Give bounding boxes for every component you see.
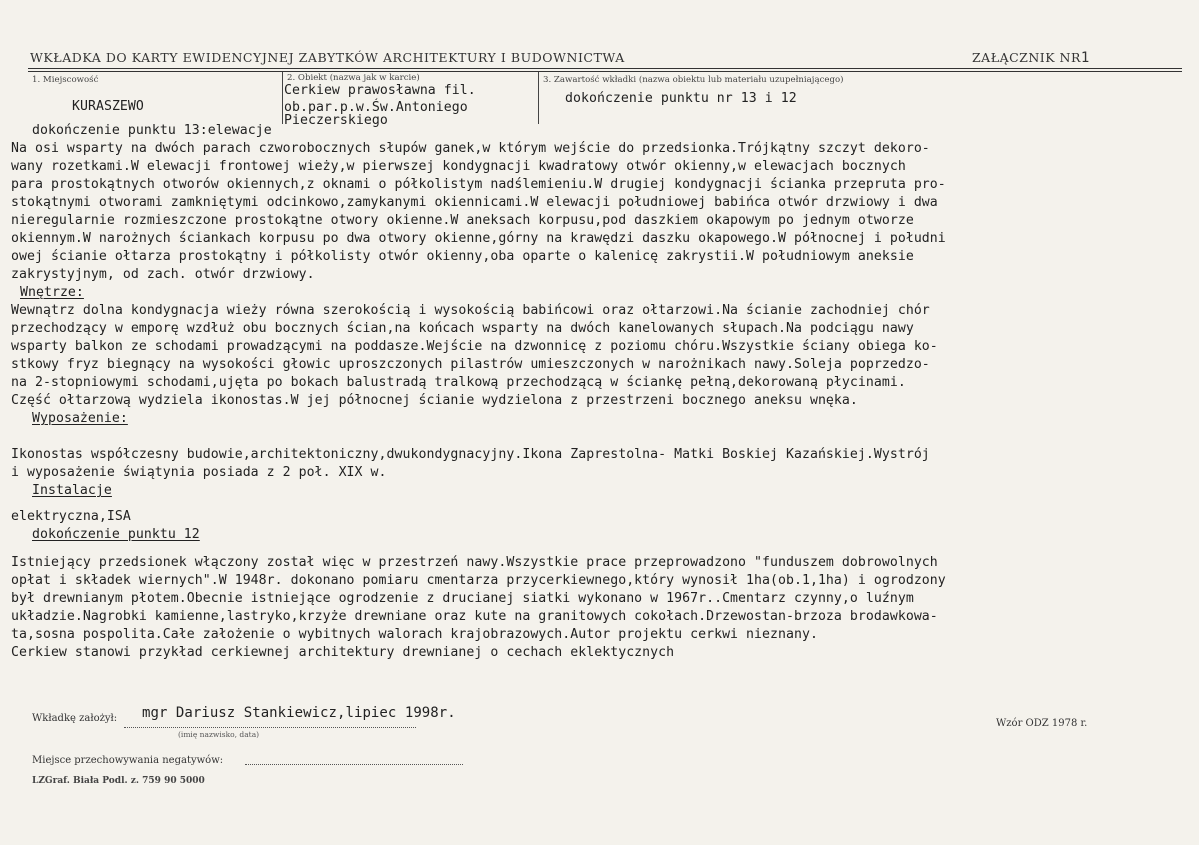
body-line: był drewnianym płotem.Obecnie istniejące ogrodzenie z drucianej siatki wykonano w 1967r..Cmentarz czynny,o luźnym xyxy=(11,591,914,606)
body-line: wany rozetkami.W elewacji frontowej wieży,w pierwszej kondygnacji kwadratowy otwór okienny,w elewacjach bocznych xyxy=(11,159,906,174)
object-value-line: ob.par.p.w.Św.Antoniego xyxy=(284,100,468,115)
body-line: stokątnymi otworami zamkniętymi odcinkowo,zamykanymi okiennicami.W elewacji południowej babińca otwór drzwiowy i dwa xyxy=(11,195,938,210)
body-line: układzie.Nagrobki kamienne,lastryko,krzyże drewniane oraz kute na granitowych cokołach.Drzewostan-brzoza brodawkowa- xyxy=(11,609,938,624)
form-title: WKŁADKA DO KARTY EWIDENCYJNEJ ZABYTKÓW ARCHITEKTURY I BUDOWNICTWA xyxy=(30,50,625,65)
body-line: Na osi wsparty na dwóch parach czworobocznych słupów ganek,w którym wejście do przedsionka.Trójkątny szczyt dekoro- xyxy=(11,141,930,156)
body-text xyxy=(11,124,1197,662)
author-signature-line xyxy=(124,727,416,728)
attachment-label xyxy=(972,50,1090,66)
body-line: ta,sosna pospolita.Całe założenie o wybitnych walorach krajobrazowych.Autor projektu cerkwi nieznany. xyxy=(11,627,818,642)
author-value: mgr Dariusz Stankiewicz,lipiec 1998r. xyxy=(142,705,456,721)
body-line: Część ołtarzową wydziela ikonostas.W jej północnej ścianie wydzielona z przestrzeni bocznego aneksu wnęka. xyxy=(11,393,858,408)
body-line: Wewnątrz dolna kondygnacja wieży równa szerokością i wysokością babińcowi oraz ołtarzowi.Na ścianie zachodniej chór xyxy=(11,303,930,318)
field-divider-2 xyxy=(538,72,539,124)
body-line: przechodzący w emporę wzdłuż obu bocznych ścian,na końcach wsparty na dwóch kanelowanych słupach.Na podciągu nawy xyxy=(11,321,914,336)
section-heading: Wyposażenie: xyxy=(32,411,128,426)
header-top-rule-2 xyxy=(28,71,1182,72)
attachment-number: 1 xyxy=(1080,50,1090,66)
section-heading: Wnętrze: xyxy=(20,285,84,300)
locality-value: KURASZEWO xyxy=(72,99,144,114)
body-line: nieregularnie rozmieszczone prostokątne otwory okienne.W aneksach korpusu,pod daszkiem okapowym po jednym otworze xyxy=(11,213,914,228)
pattern-label: Wzór ODZ 1978 r. xyxy=(996,718,1088,729)
body-line: elektryczna,ISA xyxy=(11,509,131,524)
body-line: i wyposażenie świątynia posiada z 2 poł. XIX w. xyxy=(11,465,387,480)
printer-imprint: LZGraf. Biała Podl. z. 759 90 5000 xyxy=(32,776,205,786)
body-line: zakrystyjnym, od zach. otwór drzwiowy. xyxy=(11,267,315,282)
field-divider-1 xyxy=(282,72,283,124)
author-label: Wkładkę założył: xyxy=(32,713,118,724)
body-line xyxy=(11,500,1197,508)
section-heading: dokończenie punktu 12 xyxy=(32,527,200,542)
object-label: 2. Obiekt (nazwa jak w karcie) xyxy=(287,73,420,83)
body-line: Ikonostas współczesny budowie,architektoniczny,dwukondygnacyjny.Ikona Zaprestolna- Matki Boskiej Kazańskiej.Wystrój xyxy=(11,447,930,462)
content-label: 3. Zawartość wkładki (nazwa obiektu lub materiału uzupełniającego) xyxy=(543,75,844,85)
attachment-label-text: ZAŁĄCZNIK NR xyxy=(972,50,1081,65)
body-line: opłat i składek wiernych".W 1948r. dokonano pomiaru cmentarza przycerkiewnego,który wynosił 1ha(ob.1,1ha) i ogrodzony xyxy=(11,573,946,588)
body-line: para prostokątnych otworów okiennych,z oknami o półkolistym nadślemieniu.W drugiej kondygnacji ścianka przepruta pro- xyxy=(11,177,946,192)
body-line: dokończenie punktu 13:elewacje xyxy=(32,123,272,138)
locality-label: 1. Miejscowość xyxy=(32,75,99,85)
section-heading: Instalacje xyxy=(32,483,112,498)
body-line: Cerkiew stanowi przykład cerkiewnej architektury drewnianej o cechach eklektycznych xyxy=(11,645,675,660)
content-value: dokończenie punktu nr 13 i 12 xyxy=(565,91,797,106)
object-value-line: Cerkiew prawosławna fil. xyxy=(284,83,476,98)
body-line: okiennym.W narożnych ściankach korpusu po dwa otwory okienne,górny na krawędzi daszku okapowego.W północnej i południ xyxy=(11,231,946,246)
body-line xyxy=(11,428,1197,446)
header-top-rule xyxy=(28,68,1182,69)
body-line xyxy=(11,544,1197,554)
author-hint: (imię nazwisko, data) xyxy=(178,730,260,739)
body-line: na 2-stopniowymi schodami,ujęta po bokach balustradą tralkową przechodzącą w ściankę pełną,dekorowaną płycinami. xyxy=(11,375,906,390)
body-line: stkowy fryz biegnący na wysokości głowic uproszczonych pilastrów umieszczonych w narożnikach nawy.Soleja poprzedzo- xyxy=(11,357,930,372)
negatives-label: Miejsce przechowywania negatywów: xyxy=(32,755,224,766)
body-line: Istniejący przedsionek włączony został więc w przestrzeń nawy.Wszystkie prace przeprowadzono "funduszem dobrowolnych xyxy=(11,555,938,570)
negatives-line xyxy=(245,764,463,765)
object-value-line: Pieczerskiego xyxy=(284,113,388,128)
body-line: wsparty balkon ze schodami prowadzącymi na poddasze.Wejście na dzwonnicę z poziomu chóru.Wszystkie ściany obiega ko- xyxy=(11,339,938,354)
body-line: owej ścianie ołtarza prostokątny i półkolisty otwór okienny,oba oparte o kalenicę zakrystii.W południowym aneksie xyxy=(11,249,914,264)
